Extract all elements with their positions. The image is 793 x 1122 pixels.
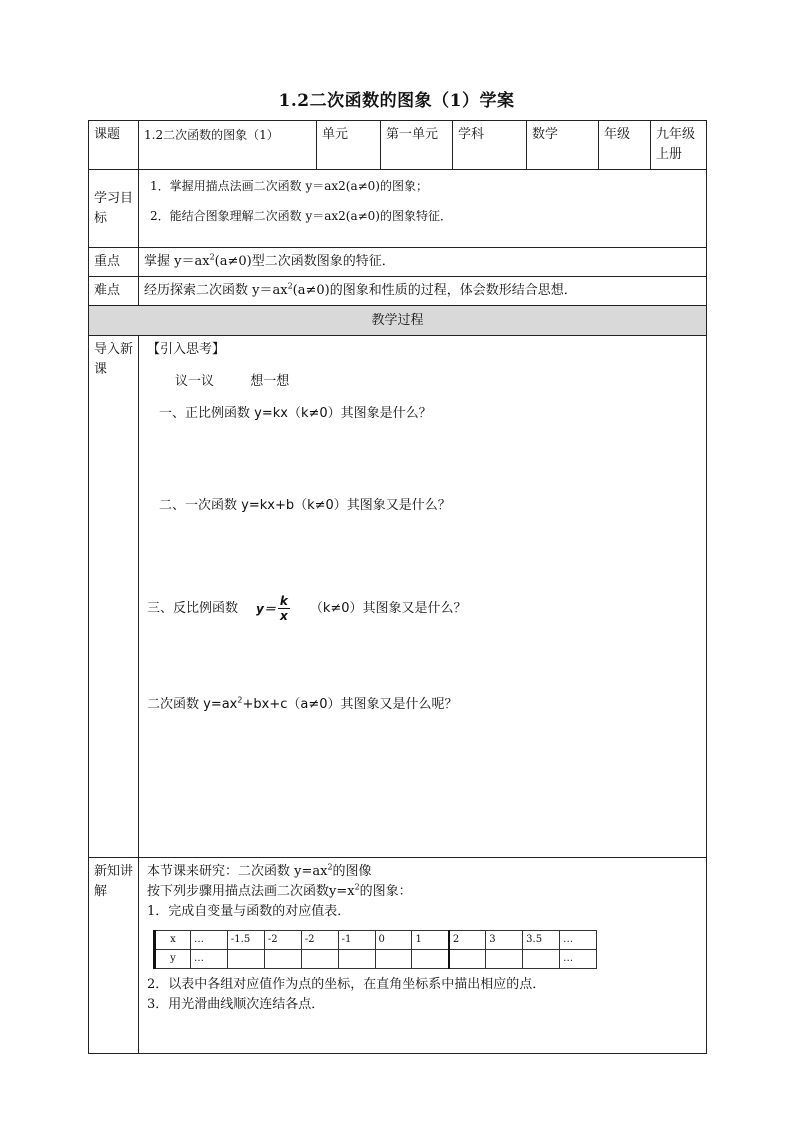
page-title: 1.2二次函数的图象（1）学案 — [278, 91, 515, 111]
y-cell[interactable]: … — [191, 950, 228, 969]
label-new-knowledge: 新知讲解 — [89, 858, 139, 1054]
y-cell: … — [560, 950, 597, 969]
x-cell: -2 — [301, 931, 338, 950]
fraction-lhs: y＝ — [256, 601, 276, 616]
label-subject: 学科 — [453, 121, 527, 170]
nk-step-3: 3．用光滑曲线顺次连结各点． — [147, 997, 325, 1012]
y-cell[interactable] — [301, 950, 338, 969]
x-cell: 1 — [412, 931, 449, 950]
nk-step-1: 1．完成自变量与函数的对应值表． — [147, 904, 351, 919]
process-header: 教学过程 — [89, 306, 707, 336]
question-4: 二次函数 $y=ax^2+bx+c(a\ne 0)$其图象又是什么呢？ — [147, 695, 458, 712]
nk-line-2: 按下列步骤用描点法画二次函数$y=x^2$的图象： — [147, 882, 412, 899]
question-1: 一、正比例函数 y=kx（k≠0）其图象是什么？ — [159, 406, 432, 421]
x-cell: … — [560, 931, 597, 950]
question-3: 三、反比例函数 y＝ $\frac{k}{x}$ （k≠0）其图象又是什么？ — [147, 594, 467, 623]
x-cell: -1.5 — [227, 931, 264, 950]
subject-value: 数学 — [527, 121, 599, 170]
x-cell: 3.5 — [523, 931, 560, 950]
nk-step-2: 2．以表中各组对应值作为点的坐标，在直角坐标系中描出相应的点． — [147, 977, 546, 992]
label-unit: 单元 — [317, 121, 381, 170]
label-intro: 导入新课 — [89, 336, 139, 858]
key-point-row — [89, 248, 707, 277]
lesson-table — [88, 120, 707, 1054]
topic-value: 1.2二次函数的图象（1） — [139, 121, 317, 170]
y-cell[interactable] — [338, 950, 375, 969]
fraction-k-over-x: $\frac{k}{x}$ — [279, 594, 288, 623]
difficulty-row — [89, 277, 707, 306]
value-table-y-row — [155, 950, 597, 969]
y-label: y — [155, 950, 191, 969]
x-cell: … — [191, 931, 228, 950]
label-grade: 年级 — [599, 121, 651, 170]
unit-value: 第一单元 — [381, 121, 453, 170]
discuss-label: 议一议 — [175, 374, 215, 389]
intro-heading: 【引入思考】 — [147, 342, 226, 357]
x-label: x — [155, 931, 191, 950]
y-cell[interactable] — [227, 950, 264, 969]
question-2: 二、一次函数 y=kx+b（k≠0）其图象又是什么？ — [159, 498, 451, 513]
header-row — [89, 121, 707, 170]
x-cell: 3 — [486, 931, 523, 950]
y-cell[interactable] — [375, 950, 412, 969]
label-difficulty: 难点 — [89, 277, 139, 306]
label-key-point: 重点 — [89, 248, 139, 277]
x-cell: 0 — [375, 931, 412, 950]
y-cell[interactable] — [486, 950, 523, 969]
x-cell: 2 — [449, 931, 486, 950]
y-cell[interactable] — [523, 950, 560, 969]
label-topic: 课题 — [89, 121, 139, 170]
x-cell: -2 — [264, 931, 301, 950]
goal-item-2: 2．能结合图象理解二次函数 y＝ax2(a≠0)的图象特征． — [150, 209, 452, 223]
intro-row — [89, 336, 707, 858]
difficulty-text: 经历探索二次函数 $y=ax^2(a\ne 0)$的图象和性质的过程，体会数形结合思想． — [139, 277, 707, 306]
grade-value: 九年级上册 — [651, 121, 707, 170]
nk-line-1: 本节课来研究：二次函数 $y=ax^2$的图像 — [147, 862, 372, 879]
value-table-x-row — [155, 931, 597, 950]
process-header-row — [89, 306, 707, 336]
value-table — [153, 930, 597, 969]
y-cell[interactable] — [412, 950, 449, 969]
think-label: 想一想 — [250, 374, 290, 389]
goal-item-1: 1．掌握用描点法画二次函数 y＝ax2(a≠0)的图象； — [150, 179, 428, 193]
key-point-text: 掌握 $y=ax^2(a\ne 0)$型二次函数图象的特征． — [139, 248, 707, 277]
discuss-think-line — [147, 372, 701, 392]
goals-row — [89, 170, 707, 248]
y-cell[interactable] — [264, 950, 301, 969]
new-knowledge-row — [89, 858, 707, 1054]
y-cell[interactable] — [449, 950, 486, 969]
x-cell: -1 — [338, 931, 375, 950]
label-goals: 学习目标 — [89, 170, 139, 248]
